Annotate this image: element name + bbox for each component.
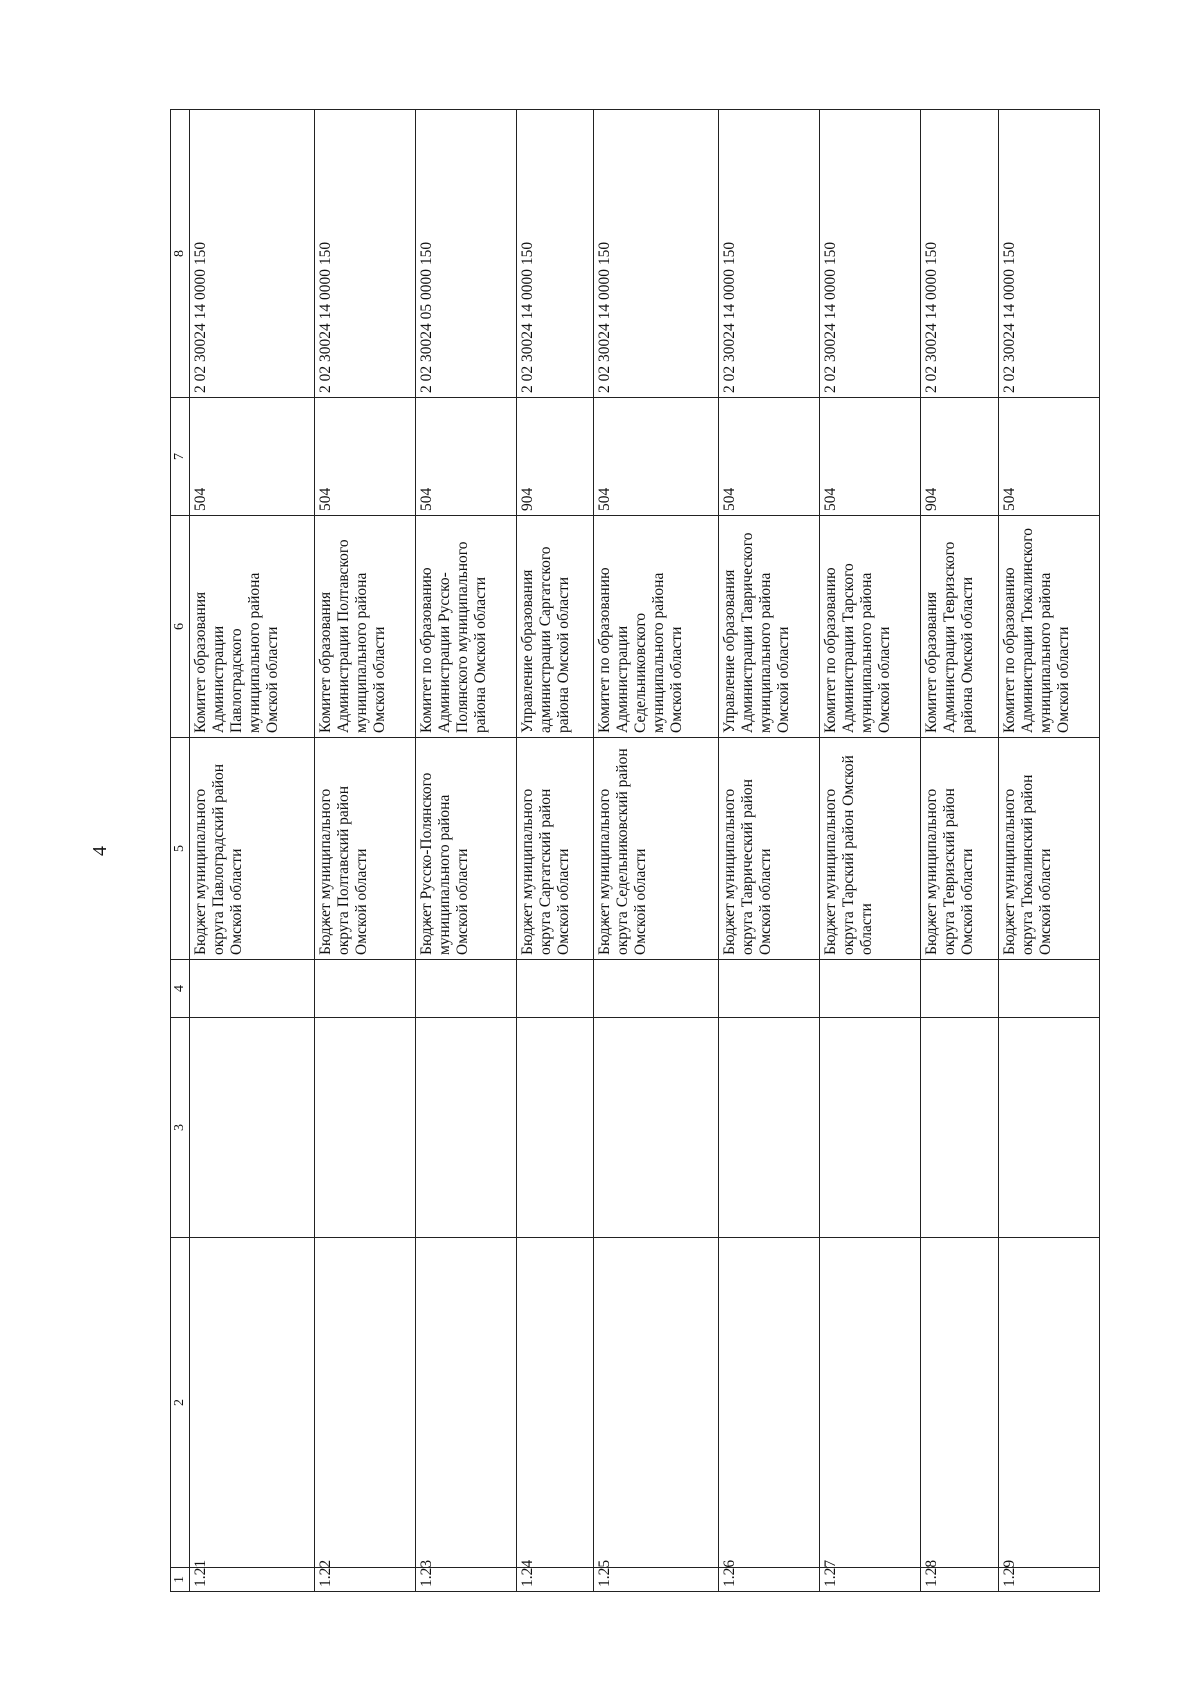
table-cell-c8: 2 02 30024 14 0000 150 — [921, 110, 998, 398]
table-cell-c4 — [719, 960, 820, 1018]
table-cell-c5: Бюджет муниципального округа Тевризский район Омской области — [921, 738, 998, 960]
table-cell-c4 — [314, 960, 415, 1018]
table-cell-c2 — [594, 1238, 719, 1568]
table-cell-c4 — [190, 960, 315, 1018]
table-row — [921, 110, 998, 1592]
table-cell-c7: 504 — [820, 398, 921, 516]
table-row — [415, 110, 516, 1592]
table-cell-c5: Бюджет муниципального округа Тарский район Омской области — [820, 738, 921, 960]
table-cell-c7: 504 — [594, 398, 719, 516]
table-cell-c5: Бюджет муниципального округа Павлоградский район Омской области — [190, 738, 315, 960]
table-cell-c6: Управление образования Администрации Таврического муниципального района Омской области — [719, 516, 820, 738]
table-row — [516, 110, 593, 1592]
table-cell-c3 — [516, 1018, 593, 1238]
table-cell-c6: Комитет по образованию Администрации Седельниковского муниципального района Омской области — [594, 516, 719, 738]
table-cell-c3 — [998, 1018, 1099, 1238]
table-cell-c2 — [820, 1238, 921, 1568]
table-cell-c8: 2 02 30024 14 0000 150 — [314, 110, 415, 398]
column-header: 3 — [171, 1018, 190, 1238]
table-cell-c2 — [190, 1238, 315, 1568]
table-cell-c4 — [820, 960, 921, 1018]
column-header: 2 — [171, 1238, 190, 1568]
table-cell-n: 1.21 — [190, 1568, 315, 1592]
table-cell-c5: Бюджет муниципального округа Саргатский район Омской области — [516, 738, 593, 960]
table-cell-c4 — [998, 960, 1099, 1018]
table-cell-n: 1.28 — [921, 1568, 998, 1592]
table-cell-c8: 2 02 30024 14 0000 150 — [516, 110, 593, 398]
table-cell-c7: 904 — [921, 398, 998, 516]
table-cell-c3 — [314, 1018, 415, 1238]
table-row — [998, 110, 1099, 1592]
budget-table — [170, 109, 1100, 1592]
table-cell-n: 1.25 — [594, 1568, 719, 1592]
table-cell-c6: Комитет по образованию Администрации Тюкалинского муниципального района Омской области — [998, 516, 1099, 738]
table-cell-c3 — [190, 1018, 315, 1238]
table-cell-c6: Комитет по образованию Администрации Тарского муниципального района Омской области — [820, 516, 921, 738]
table-cell-c7: 504 — [314, 398, 415, 516]
table-cell-c7: 504 — [190, 398, 315, 516]
table-row — [719, 110, 820, 1592]
table-cell-c5: Бюджет муниципального округа Полтавский район Омской области — [314, 738, 415, 960]
table-cell-c8: 2 02 30024 14 0000 150 — [719, 110, 820, 398]
table-cell-c8: 2 02 30024 14 0000 150 — [998, 110, 1099, 398]
table-cell-c6: Управление образования администрации Саргатского района Омской области — [516, 516, 593, 738]
budget-table-container — [170, 110, 1100, 1592]
table-cell-n: 1.29 — [998, 1568, 1099, 1592]
column-header: 7 — [171, 398, 190, 516]
table-cell-c6: Комитет по образованию Администрации Русско-Полянского муниципального района Омской области — [415, 516, 516, 738]
table-cell-n: 1.22 — [314, 1568, 415, 1592]
table-cell-c6: Комитет образования Администрации Павлоградского муниципального района Омской области — [190, 516, 315, 738]
table-cell-c8: 2 02 30024 14 0000 150 — [594, 110, 719, 398]
table-cell-c6: Комитет образования Администрации Тевризского района Омской области — [921, 516, 998, 738]
table-cell-c3 — [820, 1018, 921, 1238]
table-row — [314, 110, 415, 1592]
column-header: 5 — [171, 738, 190, 960]
table-cell-c8: 2 02 30024 14 0000 150 — [820, 110, 921, 398]
table-cell-c3 — [415, 1018, 516, 1238]
table-cell-c7: 504 — [998, 398, 1099, 516]
table-cell-c2 — [516, 1238, 593, 1568]
column-header: 4 — [171, 960, 190, 1018]
table-row — [820, 110, 921, 1592]
table-cell-c3 — [921, 1018, 998, 1238]
table-row — [190, 110, 315, 1592]
table-cell-c5: Бюджет Русско-Полянского муниципального района Омской области — [415, 738, 516, 960]
table-cell-c7: 504 — [719, 398, 820, 516]
column-header: 8 — [171, 110, 190, 398]
page-number: 4 — [89, 846, 111, 856]
table-cell-c6: Комитет образования Администрации Полтавского муниципального района Омской области — [314, 516, 415, 738]
table-row — [594, 110, 719, 1592]
table-cell-c5: Бюджет муниципального округа Таврический район Омской области — [719, 738, 820, 960]
table-cell-c2 — [998, 1238, 1099, 1568]
table-cell-c2 — [921, 1238, 998, 1568]
table-cell-c5: Бюджет муниципального округа Тюкалинский район Омской области — [998, 738, 1099, 960]
table-cell-c4 — [594, 960, 719, 1018]
table-cell-c8: 2 02 30024 05 0000 150 — [415, 110, 516, 398]
header-row — [171, 110, 190, 1592]
table-cell-c8: 2 02 30024 14 0000 150 — [190, 110, 315, 398]
table-cell-c3 — [594, 1018, 719, 1238]
column-header: 6 — [171, 516, 190, 738]
table-cell-c4 — [516, 960, 593, 1018]
table-cell-c7: 904 — [516, 398, 593, 516]
table-cell-c3 — [719, 1018, 820, 1238]
table-cell-c4 — [921, 960, 998, 1018]
table-cell-n: 1.27 — [820, 1568, 921, 1592]
table-cell-c2 — [415, 1238, 516, 1568]
table-cell-c2 — [314, 1238, 415, 1568]
table-cell-n: 1.26 — [719, 1568, 820, 1592]
table-cell-c4 — [415, 960, 516, 1018]
table-cell-c2 — [719, 1238, 820, 1568]
table-cell-c5: Бюджет муниципального округа Седельниковский район Омской области — [594, 738, 719, 960]
table-cell-c7: 504 — [415, 398, 516, 516]
column-header: 1 — [171, 1568, 190, 1592]
table-cell-n: 1.23 — [415, 1568, 516, 1592]
table-cell-n: 1.24 — [516, 1568, 593, 1592]
